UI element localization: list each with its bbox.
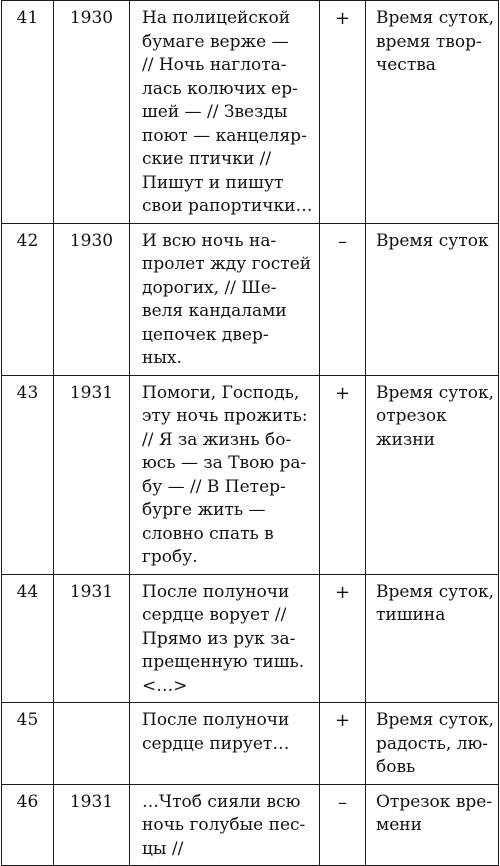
- table-row: [2, 784, 499, 866]
- quote-text: [130, 1, 320, 224]
- category-line: время твор-: [376, 31, 482, 52]
- quote-line: ские птички //: [142, 149, 272, 169]
- category-line: жизни: [376, 429, 435, 450]
- quote-text: [130, 574, 320, 703]
- quote-line: Пишут и пишут: [142, 172, 284, 193]
- row-number: 42: [2, 223, 54, 375]
- quote-line: поют — канцеляр-: [142, 125, 307, 146]
- quote-line: бу — // В Петер-: [142, 476, 286, 497]
- row-sign: +: [320, 703, 366, 785]
- quote-line: После полуночи: [142, 581, 290, 602]
- quote-line: сердце ворует //: [142, 605, 287, 625]
- quote-line: На полицейской: [142, 8, 291, 28]
- quote-line: лась колючих ер-: [142, 78, 298, 99]
- quote-line: бурге жить —: [142, 500, 266, 520]
- row-category: [366, 784, 499, 866]
- quote-line: веля кандалами: [142, 301, 287, 321]
- category-line: чества: [376, 55, 436, 75]
- row-year: 1930: [54, 1, 130, 224]
- quote-line: ночь голубые пес-: [142, 815, 306, 835]
- table-row: [2, 574, 499, 703]
- quote-line: эту ночь прожить:: [142, 406, 308, 426]
- row-number: 46: [2, 784, 54, 866]
- quote-line: Помоги, Господь,: [142, 382, 300, 403]
- row-sign: +: [320, 375, 366, 574]
- quote-line: юсь — за Твою ра-: [142, 453, 307, 473]
- quote-line: <…>: [142, 675, 188, 696]
- row-year: 1931: [54, 574, 130, 703]
- quote-line: // Ночь наглота-: [142, 55, 287, 75]
- row-year: 1931: [54, 784, 130, 866]
- quote-line: дорогих, // Ше-: [142, 277, 277, 298]
- category-line: отрезок: [376, 406, 447, 426]
- row-category: [366, 574, 499, 703]
- quote-line: Прямо из рук за-: [142, 628, 296, 649]
- row-number: 45: [2, 703, 54, 785]
- category-line: радость, лю-: [376, 733, 489, 754]
- row-category: [366, 1, 499, 224]
- table-row: [2, 223, 499, 375]
- category-line: бовь: [376, 757, 416, 777]
- quote-line: словно спать в: [142, 523, 274, 544]
- quote-line: ных.: [142, 348, 182, 368]
- quote-line: цепочек двер-: [142, 324, 269, 345]
- quote-line: После полуночи: [142, 710, 290, 730]
- row-number: 41: [2, 1, 54, 224]
- row-year: 1930: [54, 223, 130, 375]
- row-sign: –: [320, 223, 366, 375]
- category-line: Время суток,: [376, 710, 494, 730]
- category-line: мени: [376, 815, 422, 835]
- category-line: Время суток: [376, 230, 489, 251]
- quote-text: [130, 375, 320, 574]
- quote-text: [130, 223, 320, 375]
- quote-line: // Я за жизнь бо-: [142, 429, 292, 450]
- quote-line: свои рапортички…: [142, 196, 313, 216]
- quote-text: [130, 703, 320, 785]
- category-line: Время суток,: [376, 8, 494, 28]
- row-category: [366, 703, 499, 785]
- category-line: Отрезок вре-: [376, 791, 493, 812]
- quote-text: [130, 784, 320, 866]
- row-number: 44: [2, 574, 54, 703]
- row-number: 43: [2, 375, 54, 574]
- row-category: [366, 375, 499, 574]
- quote-line: И всю ночь на-: [142, 230, 277, 251]
- quote-line: бумаге верже —: [142, 31, 289, 52]
- category-line: Время суток,: [376, 581, 494, 602]
- quote-line: шей — // Звезды: [142, 102, 288, 122]
- quote-line: гробу.: [142, 547, 198, 567]
- table-row: [2, 703, 499, 785]
- table-row: [2, 375, 499, 574]
- row-sign: +: [320, 1, 366, 224]
- quote-line: прещенную тишь.: [142, 652, 305, 672]
- quote-line: сердце пирует…: [142, 733, 290, 754]
- category-line: тишина: [376, 605, 446, 625]
- category-line: Время суток,: [376, 382, 494, 403]
- row-year: 1931: [54, 375, 130, 574]
- quote-line: …Чтоб сияли всю: [142, 791, 301, 812]
- quote-line: цы //: [142, 838, 184, 859]
- row-sign: –: [320, 784, 366, 866]
- table-row: [2, 1, 499, 224]
- row-sign: +: [320, 574, 366, 703]
- quote-line: пролет жду гостей: [142, 254, 312, 274]
- poem-table: [1, 0, 499, 866]
- row-year: [54, 703, 130, 785]
- row-category: [366, 223, 499, 375]
